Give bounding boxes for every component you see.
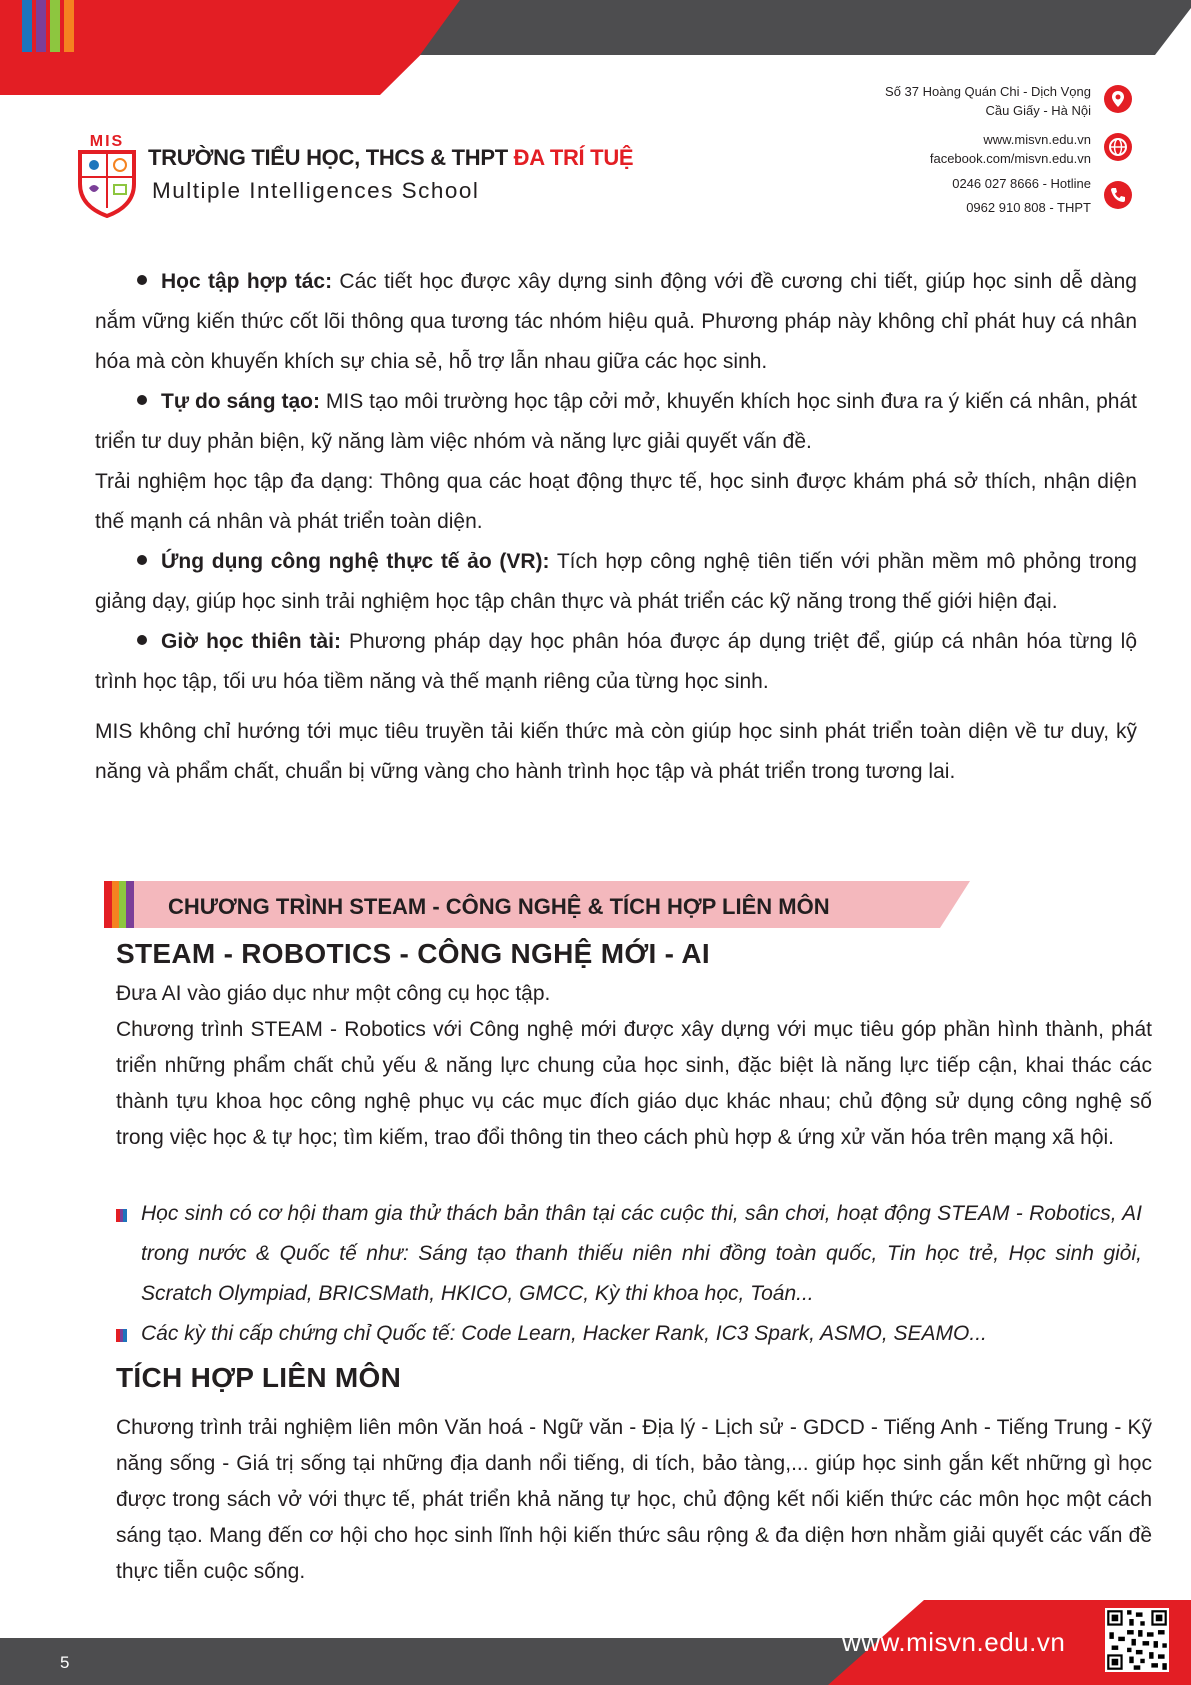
top-decor-band: [0, 0, 1191, 95]
bullet-dot: [137, 555, 147, 565]
list-item-text: Các kỳ thi cấp chứng chỉ Quốc tế: Code Learn, Hacker Rank, IC3 Spark, ASMO, SEAMO...: [141, 1322, 987, 1345]
section-banner-title: CHƯƠNG TRÌNH STEAM - CÔNG NGHỆ & TÍCH HỢP LIÊN MÔN: [168, 894, 830, 919]
school-name-main: TRƯỜNG TIỂU HỌC, THCS & THPT: [148, 145, 508, 170]
website-link[interactable]: www.misvn.edu.vn: [983, 132, 1091, 147]
address-block: [885, 82, 1091, 120]
list-item: [116, 1314, 1142, 1354]
school-logo: [76, 132, 138, 218]
bullet-text: Các tiết học được xây dựng sinh động với đề cương chi tiết, giúp học sinh dễ dàng nắm vững kiến thức cốt lõi thông qua tương tác nhóm hiệu quả. Phương pháp này không chỉ phát huy cá nhân hóa mà còn khuyến khích sự chia sẻ, hỗ trợ lẫn nhau giữa các học sinh.: [95, 270, 1137, 373]
bullet-title: Tự do sáng tạo:: [161, 390, 320, 413]
page-number: 5: [60, 1653, 70, 1672]
methods-section: [95, 262, 1137, 792]
square-bullet-icon: [116, 1329, 127, 1342]
school-name: [148, 145, 633, 171]
bullet-item: [95, 382, 1137, 462]
bullet-item: [95, 542, 1137, 622]
logo-text: MIS: [89, 133, 125, 150]
globe-icon: [1104, 133, 1132, 161]
address-line-2: Cầu Giấy - Hà Nội: [985, 103, 1091, 118]
list-item: [116, 1194, 1142, 1314]
steam-content: [116, 976, 1152, 1156]
bullet-text: Tích hợp công nghệ tiên tiến với phần mềm mô phỏng trong giảng dạy, giúp học sinh trải nghiệm học tập chân thực và phát triển các kỹ năng trong thế giới hiện đại.: [95, 550, 1137, 613]
school-name-accent: ĐA TRÍ TUỆ: [513, 145, 634, 170]
qr-code-icon[interactable]: [1105, 1608, 1169, 1672]
bullet-dot: [137, 275, 147, 285]
bullet-title: Ứng dụng công nghệ thực tế ảo (VR):: [161, 550, 550, 573]
list-item-text: Học sinh có cơ hội tham gia thử thách bản thân tại các cuộc thi, sân chơi, hoạt động STEAM - Robotics, AI trong nước & Quốc tế như: Sáng tạo thanh thiếu niên nhi đồng toàn quốc, Tin học trẻ, Học sinh giỏi, Scratch Olympiad, BRICSMath, HKICO, GMCC, Kỳ thi khoa học, Toán...: [141, 1202, 1142, 1305]
phone-icon: [1104, 181, 1132, 209]
location-pin-icon: [1104, 85, 1132, 113]
footer-website-link[interactable]: www.misvn.edu.vn: [842, 1627, 1066, 1657]
closing-paragraph: MIS không chỉ hướng tới mục tiêu truyền tải kiến thức mà còn giúp học sinh phát triển toàn diện về tư duy, kỹ năng và phẩm chất, chuẩn bị vững vàng cho hành trình học tập và phát triển trong tương lai.: [95, 720, 1137, 783]
square-bullet-icon: [116, 1209, 127, 1222]
address-line-1: Số 37 Hoàng Quán Chi - Dịch Vọng: [885, 84, 1091, 99]
interdisciplinary-heading: TÍCH HỢP LIÊN MÔN: [116, 1362, 402, 1393]
thpt-number: 0962 910 808 - THPT: [966, 200, 1091, 215]
hotline-number: 0246 027 8666 - Hotline: [952, 176, 1091, 191]
interdisciplinary-content: [116, 1410, 1152, 1590]
bullet-text: MIS tạo môi trường học tập cởi mở, khuyến khích học sinh đưa ra ý kiến cá nhân, phát triển tư duy phản biện, kỹ năng làm việc nhóm và năng lực giải quyết vấn đề.: [95, 390, 1137, 453]
bullet-title: Giờ học thiên tài:: [161, 630, 341, 653]
phone-block: [952, 174, 1091, 217]
steam-intro: Đưa AI vào giáo dục như một công cụ học tập.: [116, 982, 551, 1005]
bullet-dot: [137, 635, 147, 645]
steam-heading: STEAM - ROBOTICS - CÔNG NGHỆ MỚI - AI: [116, 938, 710, 969]
bullet-item: [95, 262, 1137, 382]
experience-paragraph: Trải nghiệm học tập đa dạng: Thông qua các hoạt động thực tế, học sinh được khám phá sở thích, nhận diện thế mạnh cá nhân và phát triển toàn diện.: [95, 470, 1137, 533]
interdisciplinary-paragraph: Chương trình trải nghiệm liên môn Văn hoá - Ngữ văn - Địa lý - Lịch sử - GDCD - Tiếng Anh - Tiếng Trung - Kỹ năng sống - Giá trị sống tại những địa danh nổi tiếng, di tích, bảo tàng,... giúp học sinh gắn kết những gì học được trong sách vở với thực tế, phát triển khả năng tự học, chủ động kết nối kiến thức các môn học một cách sáng tạo. Mang đến cơ hội cho học sinh lĩnh hội kiến thức sâu rộng & đa diện hơn nhằm giải quyết các vấn đề thực tiễn cuộc sống.: [116, 1416, 1152, 1583]
web-block: [930, 130, 1091, 168]
bullet-title: Học tập hợp tác:: [161, 270, 333, 293]
bullet-dot: [137, 395, 147, 405]
bullet-item: [95, 622, 1137, 702]
steam-paragraph: Chương trình STEAM - Robotics với Công nghệ mới được xây dựng với mục tiêu góp phần hình thành, phát triển những phẩm chất chủ yếu & năng lực chung của học sinh, đặc biệt là năng lực tiếp cận, khai thác các thành tựu khoa học công nghệ phục vụ các mục đích giáo dục khác nhau; chủ động sử dụng công nghệ số trong việc học & tự học; tìm kiếm, trao đổi thông tin theo cách phù hợp & ứng xử văn hóa trên mạng xã hội.: [116, 1018, 1152, 1149]
bullet-text: Phương pháp dạy học phân hóa được áp dụng triệt để, giúp cá nhân hóa từng lộ trình học tập, tối ưu hóa tiềm năng và thế mạnh riêng của từng học sinh.: [95, 630, 1137, 693]
competition-list: [116, 1194, 1142, 1354]
school-name-english: Multiple Intelligences School: [152, 178, 480, 203]
facebook-link[interactable]: facebook.com/misvn.edu.vn: [929, 151, 1091, 166]
